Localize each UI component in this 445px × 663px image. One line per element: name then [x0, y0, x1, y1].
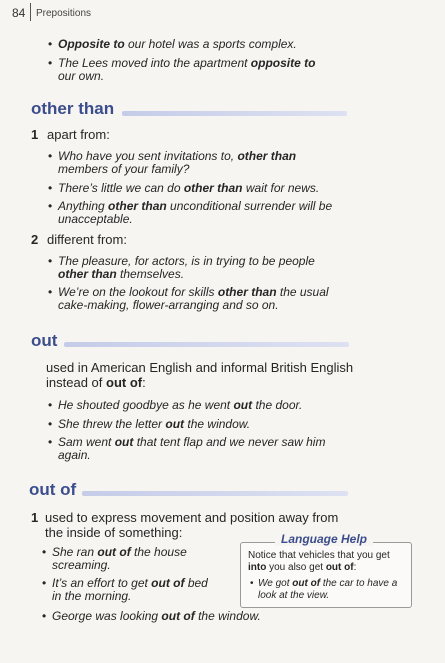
entry-heading-out-of: out of	[29, 480, 77, 499]
example-item: • Anything other than unconditional surrender will be unacceptable.	[48, 199, 333, 226]
example-item: • He shouted goodbye as he went out the door.	[48, 398, 303, 412]
example-text: He shouted goodbye as he went out the door.	[58, 398, 303, 412]
sense-number: 1	[31, 510, 39, 525]
example-item: • She ran out of the house screaming.	[42, 545, 187, 572]
heading-rule	[64, 342, 349, 347]
example-item: • Who have you sent invitations to, other than members of your family?	[48, 149, 297, 176]
heading-rule	[122, 111, 347, 116]
language-help-title: Language Help	[275, 532, 373, 546]
header-divider	[30, 3, 31, 21]
example-item: • The pleasure, for actors, is in trying to be people other than themselves.	[48, 254, 315, 281]
language-help-example: • We got out of the car to have a look at the view.	[250, 578, 398, 601]
language-help-text: Notice that vehicles that you get into you also get out of:	[248, 550, 390, 573]
example-text: She ran out of the house screaming.	[52, 545, 187, 572]
example-item: • It’s an effort to get out of bed in the morning.	[42, 576, 208, 603]
example-item: • Opposite to our hotel was a sports complex.	[48, 37, 297, 51]
example-item: • Sam went out that tent flap and we never saw him again.	[48, 435, 326, 462]
example-text: Opposite to our hotel was a sports complex.	[58, 37, 297, 51]
heading-rule	[82, 491, 348, 496]
example-text: She threw the letter out the window.	[58, 417, 251, 431]
entry-definition: used in American English and informal British English instead of out of:	[46, 360, 354, 390]
example-text: We’re on the lookout for skills other than the usual cake-making, flower-arranging and so on.	[58, 285, 329, 312]
sense-definition: different from:	[47, 232, 127, 247]
example-text: The pleasure, for actors, is in trying to be people other than themselves.	[58, 254, 315, 281]
example-item: • We’re on the lookout for skills other than the usual cake-making, flower-arranging and so on.	[48, 285, 329, 312]
page-number: 84	[12, 6, 26, 20]
example-text: Sam went out that tent flap and we never saw him again.	[58, 435, 326, 462]
sense-definition: used to express movement and position away from the inside of something:	[45, 510, 339, 540]
sense-definition: apart from:	[47, 127, 110, 142]
entry-heading-other-than: other than	[31, 99, 115, 118]
sense-number: 1	[31, 127, 39, 142]
example-text: The Lees moved into the apartment opposite to our own.	[58, 56, 316, 83]
example-text: We got out of the car to have a look at the view.	[258, 578, 398, 601]
entry-heading-out: out	[31, 331, 58, 350]
example-text: There’s little we can do other than wait for news.	[58, 181, 320, 195]
example-text: Anything other than unconditional surrender will be unacceptable.	[58, 199, 333, 226]
example-text: Who have you sent invitations to, other than members of your family?	[58, 149, 297, 176]
example-item: • There’s little we can do other than wait for news.	[48, 181, 320, 195]
example-item: • She threw the letter out the window.	[48, 417, 251, 431]
example-item: • The Lees moved into the apartment opposite to our own.	[48, 56, 316, 83]
section-title: Prepositions	[36, 8, 92, 19]
example-text: It’s an effort to get out of bed in the morning.	[52, 576, 208, 603]
sense-number: 2	[31, 232, 39, 247]
example-item: • George was looking out of the window.	[42, 609, 261, 623]
example-text: George was looking out of the window.	[52, 609, 261, 623]
